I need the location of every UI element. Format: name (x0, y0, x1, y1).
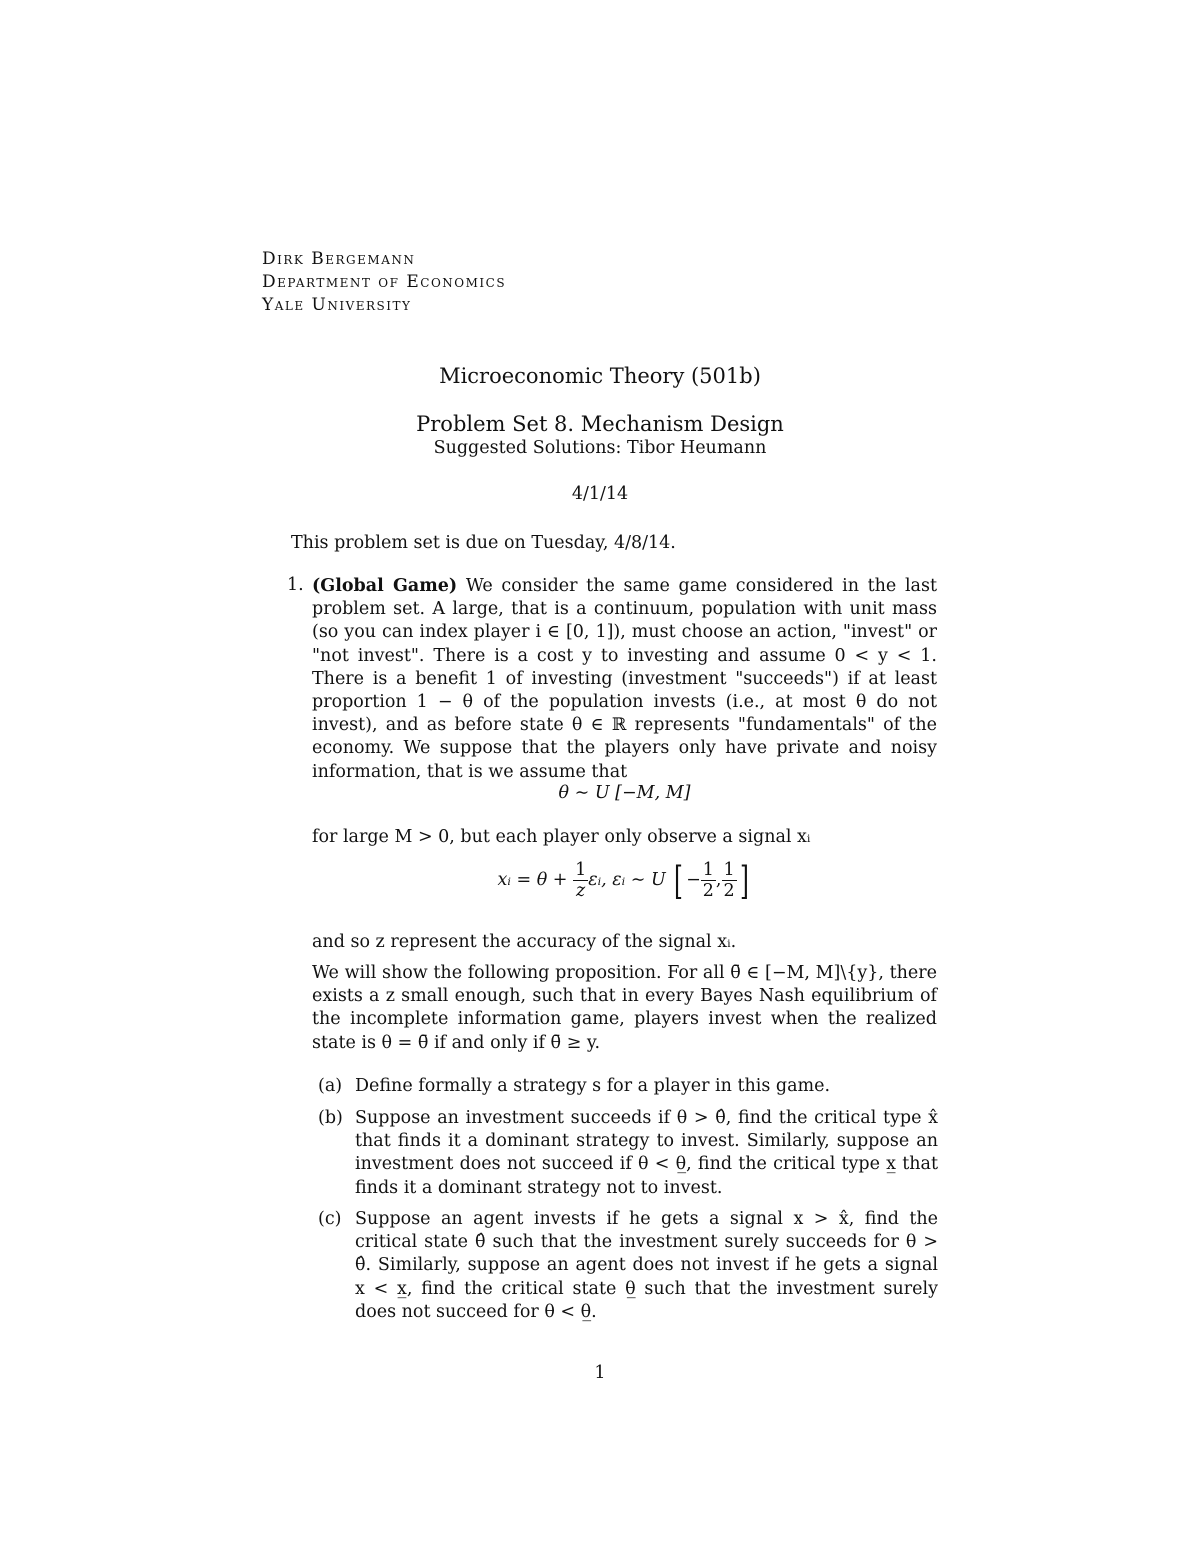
problem-intro-text: We consider the same game considered in the last problem set. A large, that is a continuum, population with unit mass (so you can index player i ∈ [0, 1]), must choose an action, "invest" or "not invest". There is a cost y to investing and assume 0 < y < 1. There is a benefit 1 of investing (investment "succeeds") if at least proportion 1 − θ of the population invests (i.e., at most θ do not invest), and as before state θ ∈ ℝ represents "fundamentals" of the economy. We suppose that the players only have private and noisy information, that is we assume that (312, 576, 937, 782)
problem-heading: (Global Game) (312, 576, 458, 596)
solutions-credit: Suggested Solutions: Tibor Heumann (433, 438, 767, 458)
fraction-denominator: z (576, 881, 586, 901)
department-name: Department of Economics (262, 272, 507, 292)
part-b-label: (b) (318, 1108, 343, 1128)
university-name: Yale University (262, 295, 412, 315)
problem-set-title: Problem Set 8. Mechanism Design (416, 412, 784, 436)
equation-signal: xᵢ = θ + $\frac{1}{z}$ εᵢ, εᵢ ∼ U [ − $\frac{1}{2}$ , $\frac{1}{2}$ ] (497, 858, 749, 903)
equation-prior: θ ∼ U [−M, M] (558, 783, 691, 803)
part-a-label: (a) (318, 1076, 343, 1096)
part-b-text: Suppose an investment succeeds if θ > θ̂, find the critical type x̂ that finds it a dominant strategy to invest. Similarly, suppose an investment does not succeed if θ < θ̲, find the critical type x̲ that finds it a dominant strategy not to invest. (355, 1108, 938, 1198)
half-denominator: 2 (702, 881, 714, 901)
half-denominator-2: 2 (723, 881, 735, 901)
signal-intro-text: for large M > 0, but each player only observe a signal xᵢ (312, 827, 811, 847)
part-a-text: Define formally a strategy s for a player in this game. (355, 1076, 831, 1096)
accuracy-text: and so z represent the accuracy of the signal xᵢ. (312, 932, 737, 952)
course-title: Microeconomic Theory (501b) (439, 364, 761, 388)
part-c-text: Suppose an agent invests if he gets a signal x > x̂, find the critical state θ̂ such that the investment surely succeeds for θ > θ̂. Similarly, suppose an agent does not invest if he gets a signal x < x̲, find the critical state θ̲ such that the investment surely does not succeed for θ < θ̲. (355, 1209, 938, 1322)
part-a (318, 1075, 938, 1099)
left-bracket: [ (674, 858, 684, 903)
half-numerator: 1 (702, 860, 714, 880)
part-c-label: (c) (318, 1209, 342, 1229)
document-date: 4/1/14 (571, 484, 629, 504)
part-b (318, 1107, 938, 1203)
equation-signal-left: xᵢ = θ + (497, 870, 568, 890)
part-c (318, 1208, 938, 1328)
right-bracket: ] (739, 858, 749, 903)
problem-intro (312, 575, 937, 784)
fraction-neg-half (701, 860, 716, 901)
due-date-line: This problem set is due on Tuesday, 4/8/14. (291, 533, 676, 553)
fraction-numerator: 1 (575, 860, 587, 880)
page-number: 1 (594, 1363, 606, 1383)
problem-number: 1. (287, 575, 304, 595)
author-name: Dirk Bergemann (262, 249, 416, 269)
fraction-one-over-z (573, 860, 588, 901)
equation-signal-mid: εᵢ, εᵢ ∼ U (588, 870, 666, 890)
half-numerator-2: 1 (723, 860, 735, 880)
proposition-text: We will show the following proposition. For all θ̄ ∈ [−M, M]\{y}, there exists a z small enough, such that in every Bayes Nash equilibrium of the incomplete information game, players invest when the realized state is θ = θ̄ if and only if θ̄ ≥ y. (312, 963, 937, 1053)
fraction-pos-half (722, 860, 737, 901)
